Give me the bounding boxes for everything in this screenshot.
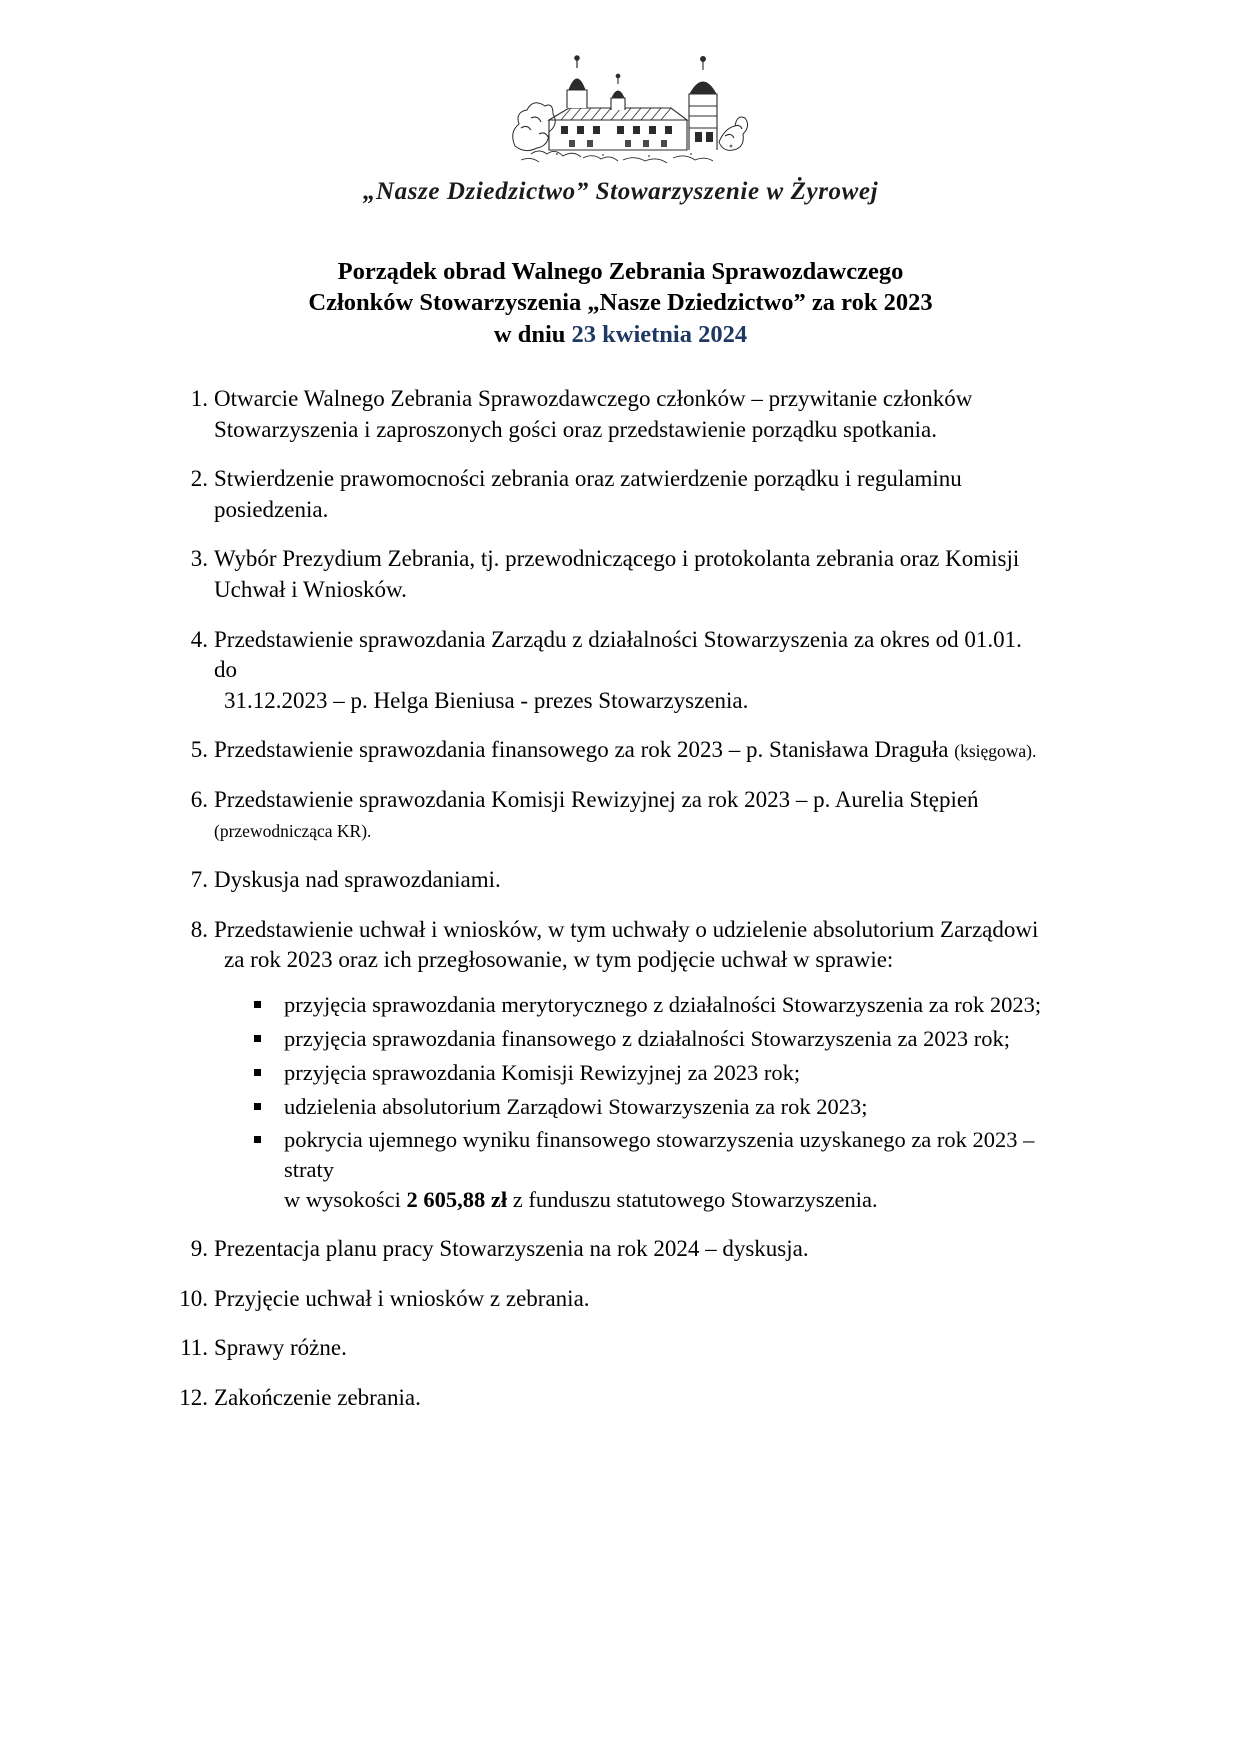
item-text: Zakończenie zebrania. xyxy=(214,1384,421,1410)
item-text: Otwarcie Walnego Zebrania Sprawozdawczego członków – przywitanie członków Stowarzyszenia i zaproszonych gości oraz przedstawienie porządku spotkania. xyxy=(214,386,973,442)
agenda-item-11 xyxy=(168,1333,1048,1364)
item-number: 11. xyxy=(180,1335,208,1361)
meeting-date: 23 kwietnia 2024 xyxy=(571,320,748,348)
agenda-list xyxy=(168,384,1048,1413)
item-text-line-1: Przedstawienie sprawozdania Zarządu z działalności Stowarzyszenia za okres od 01.01. do xyxy=(214,626,1022,683)
amount-prefix: w wysokości xyxy=(284,1187,407,1213)
item-text: Stwierdzenie prawomocności zebrania oraz zatwierdzenie porządku i regulaminu posiedzenia. xyxy=(214,466,962,522)
item-text: Dyskusja nad sprawozdaniami. xyxy=(214,867,501,893)
deficit-amount: 2 605,88 zł xyxy=(406,1187,508,1213)
letterhead xyxy=(0,0,1241,206)
square-bullet-icon xyxy=(254,1035,261,1042)
item-text-line-1: Przedstawienie uchwał i wniosków, w tym uchwały o udzielenie absolutorium Zarządowi xyxy=(214,916,1039,942)
agenda-item-10 xyxy=(168,1284,1048,1315)
sub-bullet-3 xyxy=(250,1058,1048,1088)
item-text-line-2: 31.12.2023 – p. Helga Bieniusa - prezes Stowarzyszenia. xyxy=(224,687,749,713)
sub-bullet-5 xyxy=(250,1125,1048,1215)
item-note: (przewodnicząca KR). xyxy=(214,821,372,842)
sub-bullet-2 xyxy=(250,1024,1048,1054)
agenda-item-8-sublist xyxy=(214,990,1048,1215)
item-text: Przyjęcie uchwał i wniosków z zebrania. xyxy=(214,1285,590,1311)
sub-bullet-text: udzielenia absolutorium Zarządowi Stowarzyszenia za rok 2023; xyxy=(284,1093,868,1119)
page-title xyxy=(0,256,1241,350)
item-number: 7. xyxy=(190,867,208,893)
item-number: 10. xyxy=(179,1285,208,1311)
organization-name: „Nasze Dziedzictwo” Stowarzyszenie w Żyrowej xyxy=(362,178,879,205)
title-line-1: Porządek obrad Walnego Zebrania Sprawozdawczego xyxy=(337,258,904,285)
item-text: Sprawy różne. xyxy=(214,1335,347,1361)
amount-suffix: z funduszu statutowego Stowarzyszenia. xyxy=(507,1187,878,1213)
item-text: Wybór Prezydium Zebrania, tj. przewodniczącego i protokolanta zebrania oraz Komisji Uchwał i Wniosków. xyxy=(214,546,1020,602)
item-number: 4. xyxy=(190,626,208,652)
square-bullet-icon xyxy=(254,1136,261,1143)
item-note: (księgowa). xyxy=(954,741,1037,762)
title-date-prefix: w dniu xyxy=(493,320,572,348)
agenda-item-9 xyxy=(168,1234,1048,1265)
agenda-item-6 xyxy=(168,785,1048,846)
item-number: 12. xyxy=(179,1384,208,1410)
agenda-item-2 xyxy=(168,464,1048,525)
item-text-line-2: za rok 2023 oraz ich przegłosowanie, w tym podjęcie uchwał w sprawie: xyxy=(224,947,894,973)
monastery-engraving-icon xyxy=(491,54,751,172)
item-text: Przedstawienie sprawozdania Komisji Rewizyjnej za rok 2023 – p. Aurelia Stępień xyxy=(214,786,979,812)
square-bullet-icon xyxy=(254,1069,261,1076)
title-line-3 xyxy=(0,319,1241,350)
item-number: 8. xyxy=(190,916,208,942)
square-bullet-icon xyxy=(254,1001,261,1008)
agenda-item-1 xyxy=(168,384,1048,445)
item-number: 3. xyxy=(190,546,208,572)
item-number: 5. xyxy=(190,737,208,763)
item-text: Przedstawienie sprawozdania finansowego za rok 2023 – p. Stanisława Draguła xyxy=(214,737,955,763)
sub-bullet-text-line-1: pokrycia ujemnego wyniku finansowego stowarzyszenia uzyskanego za rok 2023 – straty xyxy=(284,1127,1035,1183)
agenda-item-8 xyxy=(168,915,1048,1216)
item-number: 1. xyxy=(190,386,208,412)
sub-bullet-1 xyxy=(250,990,1048,1020)
agenda-item-3 xyxy=(168,544,1048,605)
agenda-item-4 xyxy=(168,625,1048,717)
sub-bullet-text: przyjęcia sprawozdania finansowego z działalności Stowarzyszenia za 2023 rok; xyxy=(284,1025,1010,1051)
item-number: 9. xyxy=(190,1236,208,1262)
sub-bullet-text: przyjęcia sprawozdania merytorycznego z działalności Stowarzyszenia za rok 2023; xyxy=(284,991,1042,1017)
sub-bullet-text-line-2 xyxy=(284,1185,1048,1215)
item-number: 2. xyxy=(190,466,208,492)
title-line-2: Członków Stowarzyszenia „Nasze Dziedzictwo” za rok 2023 xyxy=(308,289,933,317)
item-text: Prezentacja planu pracy Stowarzyszenia na rok 2024 – dyskusja. xyxy=(214,1236,809,1262)
sub-bullet-text: przyjęcia sprawozdania Komisji Rewizyjnej za 2023 rok; xyxy=(284,1059,801,1085)
item-number: 6. xyxy=(190,786,208,812)
square-bullet-icon xyxy=(254,1103,261,1110)
sub-bullet-4 xyxy=(250,1092,1048,1122)
agenda-item-7 xyxy=(168,865,1048,896)
agenda-item-5 xyxy=(168,735,1048,766)
agenda-item-12 xyxy=(168,1383,1048,1414)
